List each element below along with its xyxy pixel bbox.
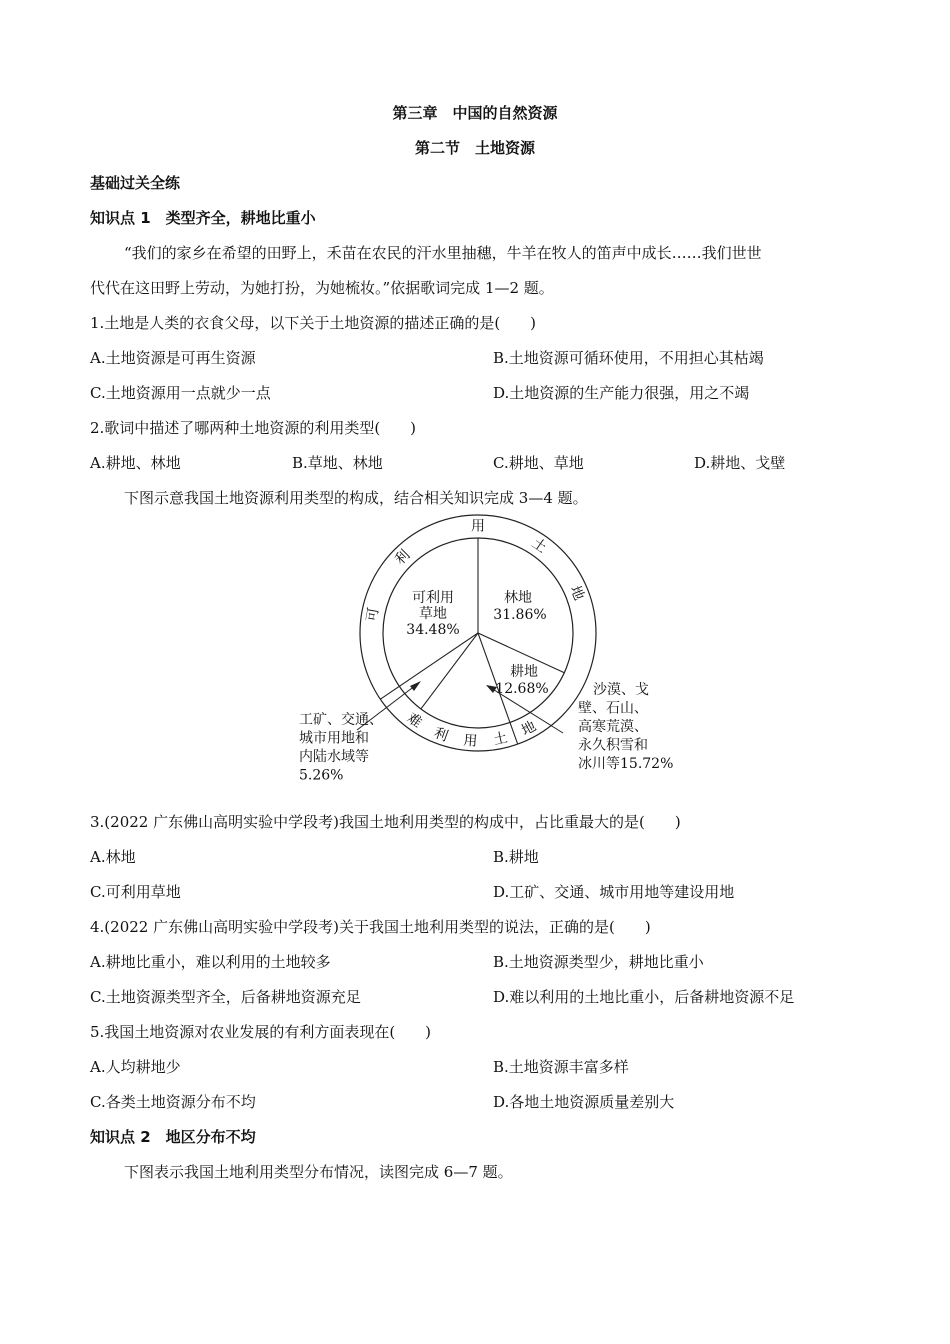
exercise-heading: 基础过关全练 [90,174,181,192]
question-2-option-c: C.耕地、草地 [493,454,584,472]
figure2-intro: 下图表示我国土地利用类型分布情况，读图完成 6—7 题。 [124,1163,513,1181]
callout-desert-line: 冰川等15.72% [578,756,674,772]
question-3-stem: 3.(2022 广东佛山高明实验中学段考)我国土地利用类型的构成中，占比重最大的是( ) [90,813,681,831]
ring-label-unusable-char: 土 [492,729,510,749]
ring-label-unusable-char: 难 [403,710,425,732]
callout-urban-line: 城市用地和 [299,730,369,747]
ring-label-usable-char: 地 [566,583,587,603]
question-5-option-b: B.土地资源丰富多样 [493,1058,629,1076]
pie-slice-boundary [421,633,478,709]
pie-label-grass-value: 34.48% [406,622,460,638]
question-5-stem: 5.我国土地资源对农业发展的有利方面表现在( ) [90,1023,432,1041]
pie-slice-boundary [478,633,510,722]
point1-heading: 知识点 1 类型齐全，耕地比重小 [90,209,316,227]
question-4-option-d: D.难以利用的土地比重小，后备耕地资源不足 [493,988,795,1006]
callout-urban-line: 工矿、交通、 [299,712,383,728]
ring-divider [510,722,518,744]
question-2-stem: 2.歌词中描述了哪两种土地资源的利用类型( ) [90,419,417,437]
point2-heading: 知识点 2 地区分布不均 [90,1128,256,1146]
ring-label-unusable-char: 地 [519,718,539,740]
question-4-stem: 4.(2022 广东佛山高明实验中学段考)关于我国土地利用类型的说法，正确的是( ) [90,918,651,936]
lyric-text-line1: “我们的家乡在希望的田野上，禾苗在农民的汗水里抽穗，牛羊在牧人的笛声中成长……我们世世 [124,244,762,262]
ring-label-usable-char: 利 [392,547,414,569]
callout-desert-line: 壁、石山、 [578,700,648,717]
pie-label-forest-name: 林地 [504,590,532,606]
ring-label-unusable-char: 利 [431,725,451,745]
question-1-option-a: A.土地资源是可再生资源 [90,349,256,367]
callout-urban-line: 5.26% [299,767,344,784]
question-1-option-b: B.土地资源可循环使用，不用担心其枯竭 [493,349,764,367]
ring-divider [380,686,399,699]
pie-label-grass-name: 可利用 [412,590,454,606]
ring-label-usable-char: 土 [528,535,550,557]
callout-desert-line: 沙漠、戈 [593,682,649,698]
pie-slice-boundary [399,633,478,686]
question-1-stem: 1.土地是人类的衣食父母，以下关于土地资源的描述正确的是( ) [90,314,537,332]
question-3-option-d: D.工矿、交通、城市用地等建设用地 [493,883,735,901]
chapter-title: 第三章 中国的自然资源 [392,104,558,122]
question-1-option-d: D.土地资源的生产能力很强，用之不竭 [493,384,750,402]
callout-arrowhead-urban [410,681,421,691]
ring-label-usable-char: 用 [471,518,485,535]
pie-label-forest-value: 31.86% [493,607,547,623]
question-4-option-b: B.土地资源类型少，耕地比重小 [493,953,704,971]
lyric-text-line2: 代代在这田野上劳动，为她打扮，为她梳妆。”依据歌词完成 1—2 题。 [90,279,554,297]
question-5-option-c: C.各类土地资源分布不均 [90,1093,256,1111]
question-2-option-d: D.耕地、戈壁 [694,454,786,472]
pie-label-farmland-value: 12.68% [495,681,549,697]
callout-desert-line: 永久积雪和 [578,737,648,754]
figure-intro: 下图示意我国土地资源利用类型的构成，结合相关知识完成 3—4 题。 [124,489,588,507]
question-3-option-a: A.林地 [90,848,136,866]
question-4-option-c: C.土地资源类型齐全，后备耕地资源充足 [90,988,361,1006]
question-2-option-b: B.草地、林地 [292,454,383,472]
question-5-option-a: A.人均耕地少 [90,1058,181,1076]
question-2-option-a: A.耕地、林地 [90,454,181,472]
callout-urban-line: 内陆水域等 [299,749,369,765]
pie-label-grass-name: 草地 [419,606,447,622]
question-5-option-d: D.各地土地资源质量差别大 [493,1093,675,1111]
ring-label-usable-char: 可 [364,606,383,623]
question-3-option-b: B.耕地 [493,848,539,866]
question-1-option-c: C.土地资源用一点就少一点 [90,384,271,402]
section-title: 第二节 土地资源 [414,139,535,157]
ring-label-unusable-char: 用 [462,732,478,750]
pie-label-farmland-name: 耕地 [510,664,538,680]
callout-desert-line: 高寒荒漠、 [578,719,648,735]
question-3-option-c: C.可利用草地 [90,883,181,901]
question-4-option-a: A.耕地比重小，难以利用的土地较多 [90,953,331,971]
